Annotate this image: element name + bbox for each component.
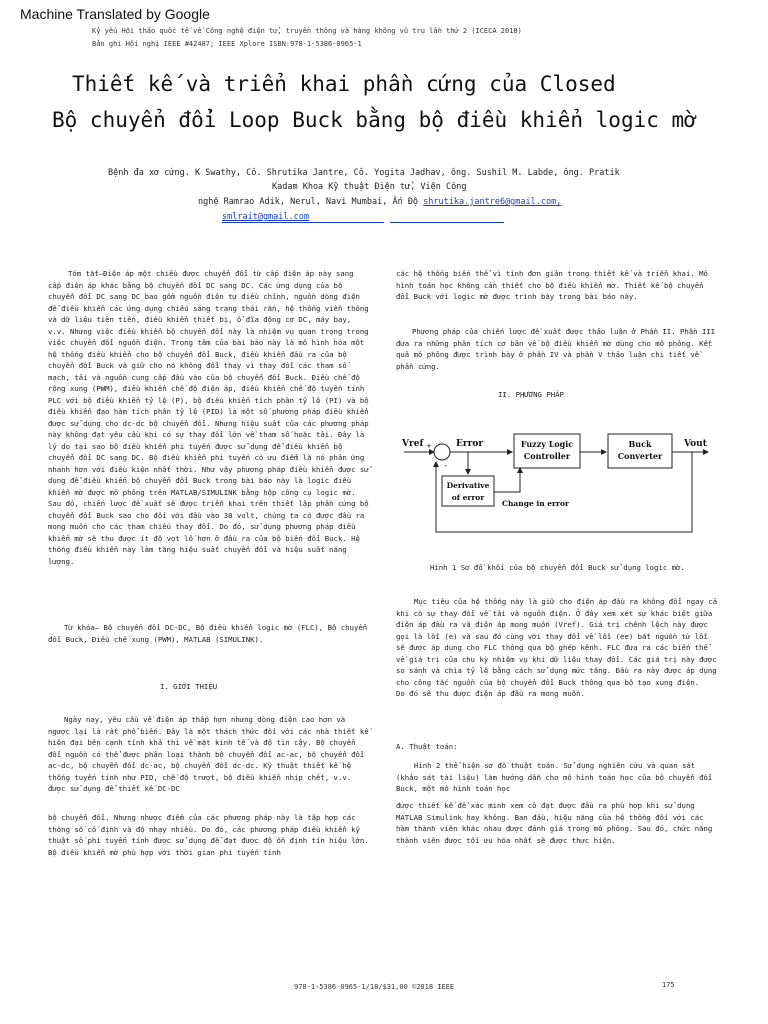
derivative-label-2: of error xyxy=(451,493,485,502)
intro-text-2: bộ chuyển đổi. Nhưng nhược điểm của các phương pháp này là tập hợp các thông số cố định và độ nhạy nhiều. Do đó, các phương pháp điều khiển kỹ thuật số phi tuyến tính được sử dụng để đạt được độ ổn định tín hiệu lớn. Bộ điều khiển mờ phù hợp với thời gian phi tuyến tính xyxy=(48,813,369,857)
paper-title-line-2: Bộ chuyển đổi Loop Buck bằng bộ điều khiển logic mờ xyxy=(52,108,697,132)
error-label: Error xyxy=(456,439,484,449)
derivative-label-1: Derivative xyxy=(446,481,490,490)
keywords-text: Từ khóa— Bộ chuyển đổi DC-DC, Bộ điều khiển logic mờ (FLC), Bộ chuyển đổi Buck, Điều chế xung (PWM), MATLAB (SIMULINK). xyxy=(48,623,368,644)
section-1-heading: I. GIỚI THIỆU xyxy=(160,682,218,691)
machine-translated-banner: Machine Translated by Google xyxy=(20,6,210,22)
abstract xyxy=(48,268,370,567)
section-2-heading: II. PHƯƠNG PHÁP xyxy=(498,390,564,399)
footer-isbn: 978-1-5386-0965-1/18/$31,00 ©2018 IEEE xyxy=(294,983,455,991)
conference-line-1: Kỷ yếu Hội thảo quốc tế về Công nghệ điện tử, truyền thông và hàng không vũ trụ lần thứ 2 (ICECA 2018) xyxy=(92,27,522,35)
intro-paragraph-1 xyxy=(48,714,370,795)
right-paragraph-2 xyxy=(396,326,720,372)
email-underline-1 xyxy=(222,222,384,223)
right-paragraph-4 xyxy=(396,760,720,795)
abstract-text: Tóm tắt—Điện áp một chiều được chuyển đổi từ cấp điện áp này sang cấp điện áp khác bằng bộ chuyển đổi DC sang DC. Các ứng dụng của bộ chuyển đổi DC sang DC bao gồm nguồn điện tự điều chỉnh, nguồn dòng điện để điều khiển các ứng dụng chiếu sáng trạng thái rắn, hệ thống viễn thông và dữ liệu tiên tiến, điều khiển thiết bị, ổ đĩa động cơ DC, máy bay, v.v. Nhưng việc điều khiển bộ chuyển đổi này là nhiệm vụ quan trọng trong việc chuyển đổi nguồn điện. Trọng tâm của bài báo này là mô hình hóa một hệ thống điều khiển cho bộ chuyển đổi Buck, điều khiển đầu ra của bộ chuyển đổi Buck và giữ cho nó không đổi thay vì thay đổi các tham số mạch, tải và nguồn cung cấp đầu vào của bộ chuyển đổi Buck. Điều chế độ rộng xung (PWM), điều khiển chế độ điện áp, điều khiển chế độ tuyến tính PLC với bộ điều khiển tỷ lệ (P), bộ điều khiển tích phân tỷ lệ (PI) và bộ điều khiển đạo hàm tích phân tỷ lệ (PID) là một số phương pháp điều khiển được sử dụng cho dc-dc bộ chuyển đổi. Nhưng hiệu suất của các phương pháp này không đạt yêu cầu khi có sự thay đổi lớn về tham số hoặc tải. Đây là lý do tại sao bộ điều khiển phi tuyến được sử dụng để điều khiển bộ chuyển đổi DC sang DC. Bộ điều khiển phi tuyến có ưu điểm là nó phản ứng nhanh hơn với điều kiện nhất thời. Như vậy phương pháp điều khiển được sử dụng để điều khiển bộ chuyển đổi Buck trong bài báo này là logic điều khiển mờ được mô phỏng trên MATLAB/SIMULINK bằng hộp công cụ logic mờ. Sau đó, chiến lược đề xuất sẽ được triển khai trên thiết lập phần cứng bộ chuyển đổi Buck sao cho đối với đầu vào 30 volt, chúng ta có được đầu ra mong muốn cho các tham chiếu thay đổi. Do đó, sử dụng phương pháp điều khiển mờ sẽ thu được ít độ vọt lố hơn ở đầu ra của bộ biến đổi Buck. Hệ thống điều khiển này làm tăng hiệu suất chuyển đổi và hiệu suất năng lượng. xyxy=(48,269,369,566)
change-in-error-line xyxy=(494,468,520,492)
intro-paragraph-2 xyxy=(48,812,370,858)
right-text-5: được thiết kế để xác minh xem cô đạt được đầu ra phù hợp khi sử dụng MATLAB Simulink hay không. Ban đầu, hiệu năng của hệ thống đối với các hàm thành viên khác nhau được đánh giá trong mô phỏng. Sau đó, chức năng thành viên được tối ưu hóa nhất sẽ được thực hiện. xyxy=(396,801,713,845)
right-paragraph-5 xyxy=(396,800,720,846)
buck-label-1: Buck xyxy=(628,439,652,449)
vout-label: Vout xyxy=(684,439,707,449)
vref-label: Vref xyxy=(402,439,424,449)
right-paragraph-3 xyxy=(396,596,720,700)
conference-line-2: Bản ghi Hội nghị IEEE #42487; IEEE Xplore ISBN:978-1-5386-0965-1 xyxy=(92,40,362,48)
affiliation-text: nghệ Ramrao Adik, Nerul, Navi Mumbai, Ấn Độ xyxy=(198,197,419,207)
authors-line-2: Kadam Khoa Kỹ thuật Điện tử, Viện Công xyxy=(272,182,467,192)
intro-text-1: Ngày nay, yêu cầu về điện áp thấp hơn nhưng dòng điện cao hơn và ngược lại là rất phổ biến. Đây là một thách thức đối với các nhà thiết kế hiện đại bên cạnh tính khả thi về mặt kinh tế và độ tin cậy. Bộ chuyển đổi nguồn có thể được phân loại thành bộ chuyển đổi ac-ac, bộ chuyển đổi ac-dc, bộ chuyển đổi dc-ac, bộ chuyển đổi dc-dc. Kỹ thuật thiết kế hệ thống tuyến tính như PID, chế độ trượt, bộ điều khiển nhịp chết, v.v. được sử dụng để thiết kế DC-DC xyxy=(48,715,369,793)
page-number: 175 xyxy=(662,981,675,989)
right-text-1: các hệ thống biến thể vì tính đơn giản trong thiết kế và triển khai. Mô hình toán học không cần thiết cho bộ điều khiển mờ. Thiết kế bộ chuyển đổi Buck với logic mờ được trình bày trong bài báo này. xyxy=(396,269,708,301)
right-paragraph-1 xyxy=(396,268,720,303)
block-diagram-figure xyxy=(400,420,712,542)
summing-junction xyxy=(434,444,450,460)
email-line-2 xyxy=(222,212,309,222)
authors-line-3 xyxy=(198,197,561,207)
right-text-3: Mục tiêu của hệ thống này là giữ cho điện áp đầu ra không đổi ngay cả khi có sự thay đổi về tải và nguồn điện. Ở đây xem xét sự khác biệt giữa điện áp đầu ra và điện áp mong muốn (Vref). Giá trị chênh lệch này được gọi là lỗi (e) và sau đó cùng với thay đổi về lỗi (ee) bắt nguồn từ lỗi sẽ được áp dụng cho FLC thông qua bộ ghép kênh. FLC đưa ra các biến thể về giá trị của chu kỳ nhiệm vụ khi dữ liệu thay đổi. Các giá trị này được so sánh và chia tỷ lệ bằng cách sử dụng mức tăng. Đầu ra này được áp dụng cho công tắc nguồn của bộ chuyển đổi Buck thông qua bộ tạo xung điện. xyxy=(396,597,718,687)
buck-label-2: Converter xyxy=(617,451,663,461)
minus-sign: - xyxy=(444,461,447,470)
email-link-1[interactable]: shrutika.jantre6@gmail.com, xyxy=(423,197,562,207)
figure-1-caption: Hình 1 Sơ đồ khối của bộ chuyển đổi Buck sử dụng logic mờ. xyxy=(430,563,685,572)
fuzzy-label-1: Fuzzy Logic xyxy=(520,439,574,449)
keywords xyxy=(48,622,370,645)
right-text-2: Phương pháp của chiến lược đề xuất được thảo luận ở Phần II. Phần III đưa ra những phân tích cơ bản về bộ điều khiển mờ dùng cho mô phỏng. Kết quả mô phỏng được trình bày ở phần IV và phần V thảo luận chi tiết về phần cứng. xyxy=(396,327,716,371)
email-underline-2 xyxy=(390,222,504,223)
paper-title-line-1: Thiết kế và triển khai phần cứng của Closed xyxy=(72,72,616,96)
email-link-2[interactable]: smlrait@gmail.com xyxy=(222,212,309,222)
change-in-error-label: Change in error xyxy=(502,499,569,508)
right-text-4: Hình 2 thể hiện sơ đồ thuật toán. Sử dụng nghiên cứu và quan sát (khảo sát tài liệu) làm hướng dẫn cho mô hình toán học của bộ chuyển đổi Buck, một mô hình toán học xyxy=(396,761,713,793)
authors-line-1: Bệnh đa xơ cứng. K Swathy, Cô. Shrutika Jantre, Cô. Yogita Jadhav, ông. Sushil M. Labde, ông. Pratik xyxy=(108,168,620,178)
plus-sign: + xyxy=(426,442,432,450)
subsection-a-heading: A. Thuật toán: xyxy=(396,742,458,751)
feedback-line xyxy=(436,452,692,532)
right-text-3b: Do đó sẽ thu được điện áp đầu ra mong muốn. xyxy=(396,689,585,698)
fuzzy-label-2: Controller xyxy=(523,451,571,461)
